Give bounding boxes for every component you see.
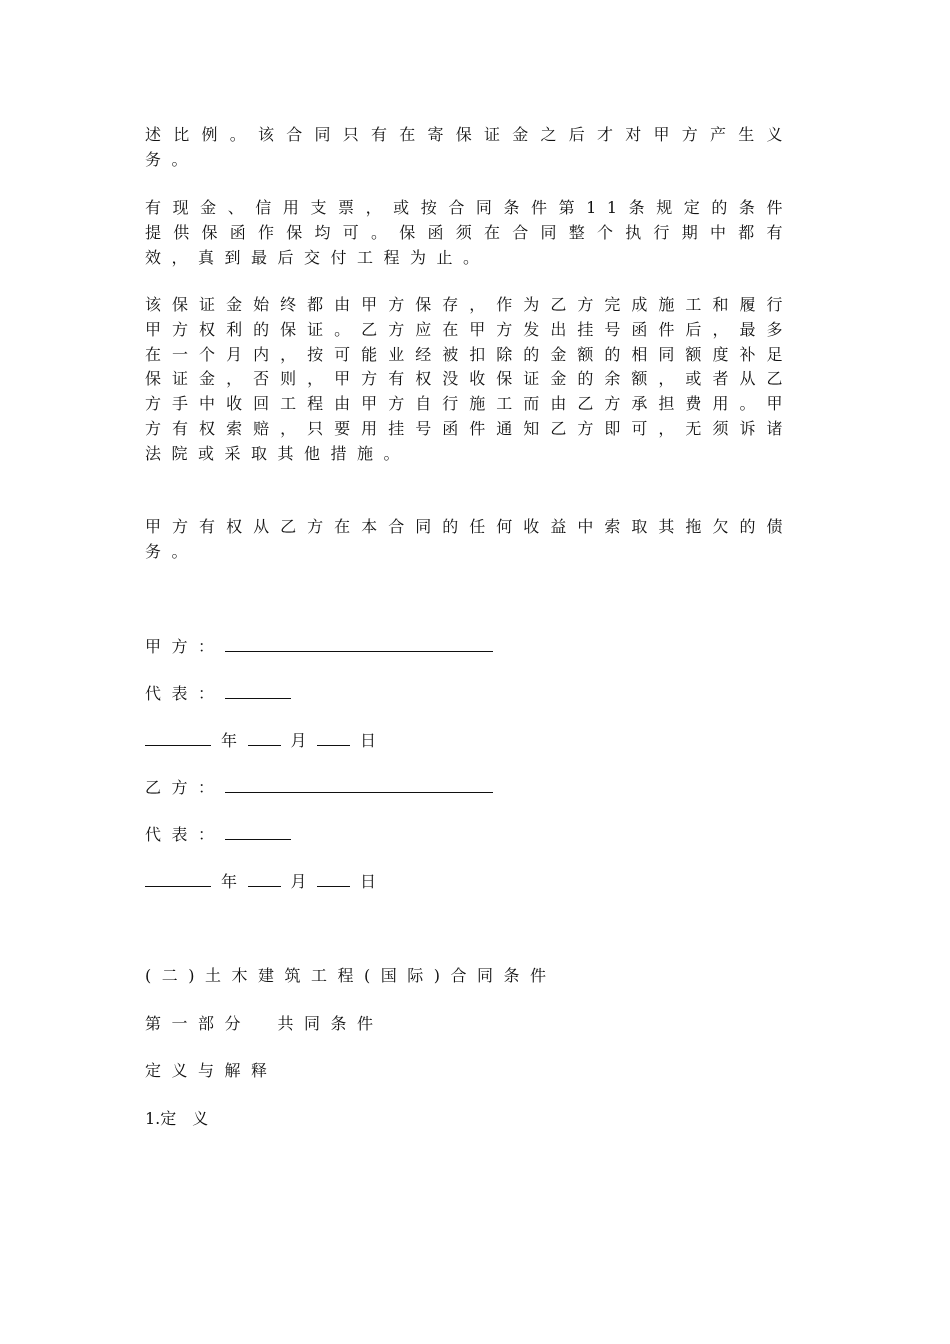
party-a-month-blank [248,730,281,746]
paragraph-1: 述比例。该合同只有在寄保证金之后才对甲方产生义务。 [145,125,793,169]
party-b-month-label: 月 [290,872,318,891]
part-title: 第一部分 共同条件 [145,1014,384,1033]
definitions-title: 定义与解释 [145,1061,278,1080]
party-b-label: 乙方： [145,778,225,797]
party-b-line [145,777,503,799]
paragraph-2: 有现金、信用支票，或按合同条件第11条规定的条件提供保函作保均可。保函须在合同整个执行期中都有效，真到最后交付工程为止。 [145,198,793,267]
party-b-day-blank [317,871,350,887]
party-b-day-label: 日 [360,872,387,891]
paragraph-3: 该保证金始终都由甲方保存，作为乙方完成施工和履行甲方权利的保证。乙方应在甲方发出挂号函件后，最多在一个月内，按可能业经被扣除的金额的相同额度补足保证金，否则，甲方有权没收保证金的余额，或者从乙方手中收回工程由甲方自行施工而由乙方承担费用。甲方有权索赔，只要用挂号函件通知乙方即可，无须诉诸法院或采取其他措施。 [145,295,793,463]
party-a-day-label: 日 [360,731,387,750]
party-b-year-label: 年 [221,872,248,891]
party-b-rep-blank [225,824,291,840]
party-a-label: 甲方： [145,637,225,656]
party-a-day-blank [317,730,350,746]
paragraph-4: 甲方有权从乙方在本合同的任何收益中索取其拖欠的债务。 [145,517,793,561]
party-a-rep-line [145,683,301,705]
party-a-rep-label: 代表： [145,684,225,703]
party-b-rep-label: 代表： [145,825,225,844]
party-a-year-blank [145,730,211,746]
party-b-date-line [145,871,387,893]
party-b-signature-blank [225,777,493,793]
party-b-month-blank [248,871,281,887]
party-a-month-label: 月 [290,731,318,750]
party-a-signature-blank [225,636,493,652]
party-a-rep-blank [225,683,291,699]
party-b-rep-line [145,824,301,846]
definition-item-title: 1.定 义 [145,1109,209,1128]
section-title: (二)土木建筑工程(国际)合同条件 [145,966,557,985]
party-b-year-blank [145,871,211,887]
party-a-line [145,636,503,658]
party-a-date-line [145,730,387,752]
party-a-year-label: 年 [221,731,248,750]
